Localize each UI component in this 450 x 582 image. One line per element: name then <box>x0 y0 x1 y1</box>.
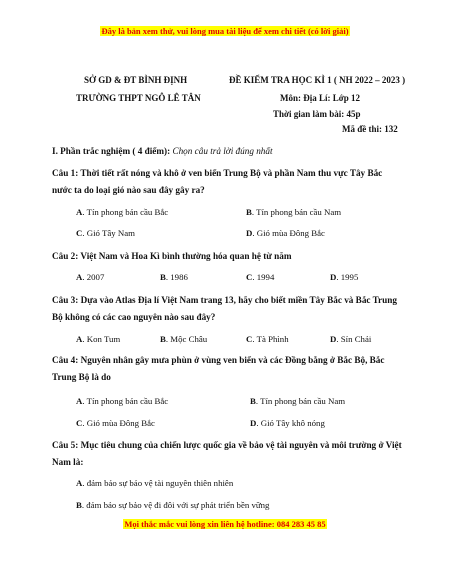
option-c[interactable]: C. Gió mùa Đông Bắc <box>76 418 155 428</box>
preview-banner-text: Đây là bản xem thử, vui lòng mua tài liệu để xem chi tiết (có lời giải) <box>101 26 349 36</box>
option-d[interactable]: D. Gió Tây khô nóng <box>250 418 325 428</box>
option-c[interactable]: C. 1994 <box>246 272 275 282</box>
header-school: TRƯỜNG THPT NGÔ LÊ TÂN <box>76 93 201 103</box>
preview-banner <box>0 26 450 36</box>
question-label: Câu 4 <box>52 355 76 365</box>
question-label: Câu 5 <box>52 440 76 450</box>
section-title: I. Phần trắc nghiệm ( 4 điểm): <box>52 146 173 156</box>
option-d[interactable]: D. Sín Chải <box>330 334 372 344</box>
header-exam-title: ĐỀ KIỂM TRA HỌC KÌ 1 ( NH 2022 – 2023 ) <box>229 75 406 85</box>
question-2 <box>52 248 404 265</box>
option-c[interactable]: C. Tà Phình <box>246 334 289 344</box>
option-a[interactable]: A. Kon Tum <box>76 334 121 344</box>
section-instruction: Chọn câu trả lời đúng nhất <box>172 146 273 156</box>
option-c[interactable]: C. Gió Tây Nam <box>76 228 135 238</box>
option-d[interactable]: D. Gió mùa Đông Bắc <box>246 228 325 238</box>
option-b[interactable]: B. 1986 <box>160 272 188 282</box>
question-label: Câu 3 <box>52 295 76 305</box>
question-text: : Việt Nam và Hoa Kì bình thường hóa quan hệ từ năm <box>75 251 292 261</box>
question-text: : Thời tiết rất nóng và khô ở ven biển Trung Bộ và phần Nam thu vực Tây Bắc nước ta do loại gió nào sau đây gây ra? <box>52 168 383 195</box>
header-duration: Thời gian làm bài: 45p <box>273 109 361 119</box>
question-label: Câu 1 <box>52 168 76 178</box>
option-a[interactable]: A. Tín phong bán cầu Bắc <box>76 396 169 406</box>
question-text: : Mục tiêu chung của chiến lược quốc gia về bảo vệ tài nguyên và môi trường ở Việt Nam là: <box>52 440 402 467</box>
hotline-banner-text: Mọi thắc mắc vui lòng xin liên hệ hotline: 084 283 45 85 <box>124 519 326 529</box>
option-b[interactable]: B. Tín phong bán cầu Nam <box>250 396 346 406</box>
question-1 <box>52 165 404 199</box>
option-b[interactable]: B. Mộc Châu <box>160 334 208 344</box>
option-a[interactable]: A. 2007 <box>76 272 105 282</box>
question-3 <box>52 292 404 326</box>
section-heading <box>52 146 273 156</box>
question-5 <box>52 437 404 471</box>
option-d[interactable]: D. 1995 <box>330 272 359 282</box>
header-department: SỞ GD & ĐT BÌNH ĐỊNH <box>84 75 188 85</box>
question-text: : Dựa vào Atlas Địa lí Việt Nam trang 13, hãy cho biết miền Tây Bắc và Bắc Trung Bộ không có các cao nguyên nào sau đây? <box>52 295 397 322</box>
option-b[interactable]: B. Tín phong bán cầu Nam <box>246 207 342 217</box>
question-text: : Nguyên nhân gây mưa phùn ở vùng ven biển và các Đồng bằng ở Bắc Bộ, Bắc Trung Bộ là do <box>52 355 385 382</box>
hotline-banner <box>0 519 450 529</box>
header-exam-code: Mã đề thi: 132 <box>342 124 398 134</box>
question-4 <box>52 352 404 386</box>
option-a[interactable]: A. đảm bảo sự bảo vệ tài nguyên thiên nhiên <box>76 478 234 488</box>
header-subject: Môn: Địa Lí: Lớp 12 <box>280 93 360 103</box>
option-b[interactable]: B. đảm bảo sự bảo vệ đi đôi với sự phát triển bền vững <box>76 500 270 510</box>
question-label: Câu 2 <box>52 251 76 261</box>
option-a[interactable]: A. Tín phong bán cầu Bắc <box>76 207 169 217</box>
